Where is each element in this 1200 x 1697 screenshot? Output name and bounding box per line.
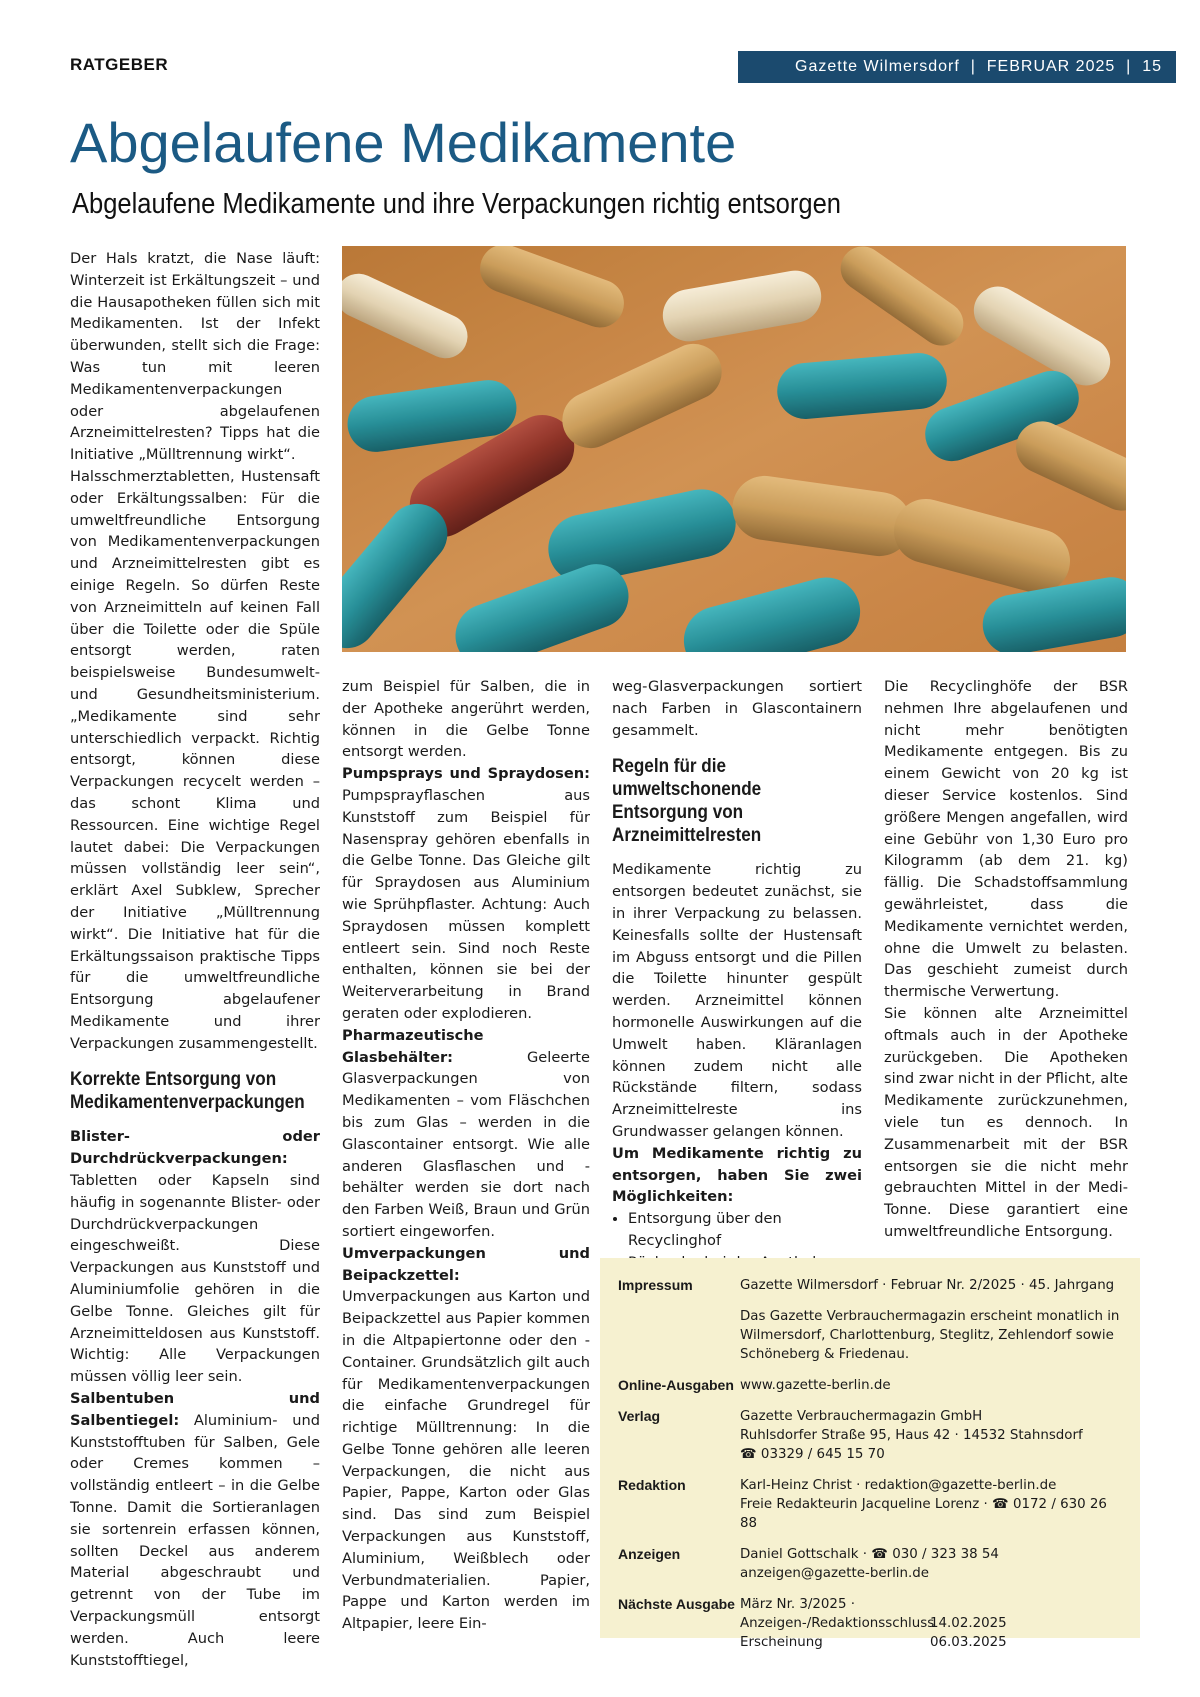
section-heading: Regeln für die umweltschonende Entsorgung von Arzneimittelresten <box>612 756 762 847</box>
paragraph-text: Aluminium- und Kunststofftuben für Salben, Gele oder Cremes kommen – vollständig entleert – in die Gelbe Tonne. Damit die Sortieranlagen sie sortenrein erfassen können, sollten Deckel aus anderem Material abgeschraubt und getrennt von der Tube im Verpackungsmüll entsorgt werden. Auch leere Kunststofftiegel, <box>70 1411 320 1669</box>
ads-email: anzeigen@gazette-berlin.de <box>740 1566 930 1581</box>
website-link[interactable]: www.gazette-berlin.de <box>740 1378 891 1393</box>
deadline-date: 14.02.2025 <box>930 1616 1007 1631</box>
paragraph: zum Beispiel für Salben, die in der Apotheke angerührt werden, können in die Gelbe Tonne entsorgt werden. <box>342 678 590 761</box>
impressum-label: Anzeigen <box>618 1546 681 1562</box>
paragraph-text: Geleerte Glasverpackungen von Medikamenten – vom Fläschchen bis zum Glas – werden in die Glascontainer entsorgt. Wie alle anderen Glasflaschen und -behälter werden sie dort nach den Farben Weiß, Braun und Grün sortiert eingeworfen. <box>342 1048 590 1240</box>
impressum-box <box>600 1258 1140 1650</box>
next-issue: März Nr. 3/2025 · <box>740 1597 855 1612</box>
paragraph: Die Recyclinghöfe der BSR nehmen Ihre abgelaufenen und nicht mehr benötigten Medikamente entgegen. Bis zu einem Gewicht von 20 kg ist dieser Service kostenlos. Sind größere Mengen angefallen, wird eine Gebühr von 1,30 Euro pro Kilogramm (ab dem 21. kg) fällig. Die Schadstoffsammlung gewährleistet, dass die Medikamente vernichtet werden, ohne die Umwelt zu belasten. Das geschieht zumeist durch thermische Verwertung. <box>884 678 1128 1001</box>
paragraph <box>70 1388 320 1671</box>
editor-contact: Karl-Heinz Christ · redaktion@gazette-berlin.de <box>740 1478 1057 1493</box>
publication-info: Gazette Wilmersdorf | FEBRUAR 2025 | 15 <box>795 58 1162 75</box>
impressum-label: Online-Ausgaben <box>618 1377 734 1393</box>
run-in-heading: Pharmazeutische Glasbehälter: <box>342 1026 484 1066</box>
section-heading: Korrekte Entsorgung von Medikamentenverpackungen <box>70 1069 305 1114</box>
impressum-row <box>618 1476 1124 1533</box>
list-item: • Entsorgung über den Recyclinghof <box>628 1208 862 1252</box>
column-2 <box>342 676 590 1635</box>
article-subtitle: Abgelaufene Medikamente und ihre Verpackungen richtig entsorgen <box>72 188 841 220</box>
column-1 <box>70 248 320 1671</box>
run-in-heading: Blister- oder Durchdrückverpackungen: <box>70 1128 320 1168</box>
paragraph <box>342 1243 590 1635</box>
impressum-row <box>618 1276 1124 1364</box>
paragraph-text: Pumpsprayflaschen aus Kunststoff zum Beispiel für Nasenspray gehören ebenfalls in die Gelbe Tonne. Das Gleiche gilt für Spraydosen aus Aluminium wie Sprühpflaster. Achtung: Auch Spraydosen müssen komplett entleert sein. Sind noch Reste enthalten, können sie bei der Weiterverarbeitung in Brand geraten oder explodieren. <box>342 786 590 1022</box>
deadline-row <box>740 1614 1124 1633</box>
impressum-value <box>740 1545 1124 1583</box>
issue-info: Gazette Wilmersdorf · Februar Nr. 2/2025 · 45. Jahrgang <box>740 1278 1115 1293</box>
paragraph: Sie können alte Arzneimittel oftmals auch in der Apotheke zurückgeben. Die Apotheken sind zwar nicht in der Pflicht, alte Medikamente zurückzunehmen, viele tun es dennoch. In Zusammenarbeit mit der BSR entsorgen sie die nicht mehr gebrauchten Mittel in der Medi-Tonne. Diese garantiert eine umweltfreundliche Entsorgung. <box>884 1004 1128 1240</box>
impressum-row <box>618 1376 1124 1395</box>
paragraph: Halsschmerztabletten, Hustensaft oder Erkältungssalben: Für die umweltfreundliche Entsorgung von Medikamentenverpackungen und Arzneimittelresten gibt es einige Regeln. So dürfen Reste von Arzneimitteln auf keinen Fall über die Toilette oder die Spüle entsorgt werden, raten beispielsweise Bundesumwelt- und Gesundheitsministerium. „Medikamente sind sehr unterschiedlich verpackt. Richtig entsorgt, können diese Verpackungen recycelt werden – das schont Klima und Ressourcen. Eine wichtige Regel lautet dabei: Die Verpackungen müssen vollständig leer sein“, erklärt Axel Subklew, Sprecher der Initiative „Mülltrennung wirkt“. Die Initiative hat für die Erkältungssaison praktische Tipps für die umweltfreundliche Entsorgung abgelaufener Medikamente und ihrer Verpackungen zusammengestellt. <box>70 467 320 1052</box>
release-date: 06.03.2025 <box>930 1635 1007 1650</box>
release-label: Erscheinung <box>740 1635 823 1650</box>
impressum-label: Redaktion <box>618 1477 686 1493</box>
bold-text: Um Medikamente richtig zu entsorgen, haben Sie zwei Möglichkeiten: <box>612 1144 862 1206</box>
column-4 <box>884 676 1128 1243</box>
run-in-heading: Umverpackungen und Beipackzettel: <box>342 1244 590 1284</box>
impressum-label: Verlag <box>618 1408 661 1424</box>
paragraph: Medikamente richtig zu entsorgen bedeutet zunächst, sie in ihrer Verpackung zu belassen. Keinesfalls sollte der Hustensaft im Abguss entsorgt und die Pillen die Toilette hinunter gespült werden. Arzneimittel können hormonelle Auswirkungen auf die Umwelt haben. Kläranlagen können zudem nicht alle Rückstände filtern, sodass Arzneimittelreste ins Grundwasser gelangen können. <box>612 861 862 1140</box>
run-in-heading: Salbentuben und Salbentiegel: <box>70 1390 320 1429</box>
impressum-label: Impressum <box>618 1277 693 1293</box>
page-title: Abgelaufene Medikamente <box>70 111 737 174</box>
section-label: RATGEBER <box>70 55 169 74</box>
paragraph: weg-Glasverpackungen sortiert nach Farben in Glascontainern gesammelt. <box>612 678 862 739</box>
impressum-value <box>740 1407 1124 1464</box>
paragraph <box>342 763 590 1025</box>
ads-contact: Daniel Gottschalk · ☎ 030 / 323 38 54 <box>740 1547 999 1562</box>
impressum-row <box>618 1545 1124 1583</box>
publisher-name: Gazette Verbrauchermagazin GmbH <box>740 1409 983 1424</box>
impressum-row <box>618 1407 1124 1464</box>
paragraph <box>342 1025 590 1243</box>
deadline-label: Anzeigen-/Redaktionsschluss <box>740 1616 935 1631</box>
column-3 <box>612 676 862 1274</box>
paragraph-text: Umverpackungen aus Karton und Beipackzettel aus Papier kommen in die Altpapiertonne oder den -Container. Grundsätzlich gilt auch für Medikamentenverpackungen die einfache Grundregel für richtige Mülltrennung: In die Gelbe Tonne gehören alle leeren Verpackungen, die nicht aus Papier, Pappe, Karton oder Glas sind. Das sind zum Beispiel Verpackungen aus Kunststoff, Aluminium, Weißblech oder Verbundmaterialien. Papier, Pappe und Karton werden im Altpapier, leere Ein- <box>342 1288 590 1633</box>
capsules-photo <box>342 246 1126 652</box>
impressum-label: Nächste Ausgabe <box>618 1596 735 1612</box>
publisher-address: Ruhlsdorfer Straße 95, Haus 42 · 14532 Stahnsdorf <box>740 1428 1083 1443</box>
publisher-phone: ☎ 03329 / 645 15 70 <box>740 1447 885 1462</box>
publication-bar <box>738 51 1176 83</box>
impressum-value <box>740 1276 1124 1364</box>
run-in-heading: Pumpsprays und Spraydosen: <box>342 765 590 783</box>
paragraph <box>70 1126 320 1388</box>
paragraph-text: Tabletten oder Kapseln sind häufig in sogenannte Blister- oder Durchdrückverpackungen eingeschweißt. Diese Verpackungen aus Kunststoff und Aluminiumfolie gehören in die Gelbe Tonne. Gleiches gilt für Arzneimitteldosen aus Kunststoff. Wichtig: Alle Verpackungen müssen völlig leer sein. <box>70 1172 320 1386</box>
paragraph-bold <box>612 1143 862 1208</box>
intro-paragraph: Der Hals kratzt, die Nase läuft: Winterzeit ist Erkältungszeit – und die Hausapotheken füllen sich mit Medikamenten. Ist der Infekt überwunden, stellt sich die Frage: Was tun mit leeren Medikamentenverpackungen oder abgelaufenen Arzneimittelresten? Tipps hat die Initiative „Mülltrennung wirkt“. <box>70 250 320 464</box>
impressum-row <box>618 1595 1124 1652</box>
release-row <box>740 1633 1124 1652</box>
impressum-value <box>740 1595 1124 1652</box>
editor-contact: Freie Redakteurin Jacqueline Lorenz · ☎ 0172 / 630 26 88 <box>740 1497 1107 1531</box>
impressum-value <box>740 1476 1124 1533</box>
publication-description: Das Gazette Verbrauchermagazin erscheint monatlich in Wilmersdorf, Charlottenburg, Steglitz, Zehlendorf sowie Schöneberg & Friedenau. <box>740 1309 1120 1362</box>
